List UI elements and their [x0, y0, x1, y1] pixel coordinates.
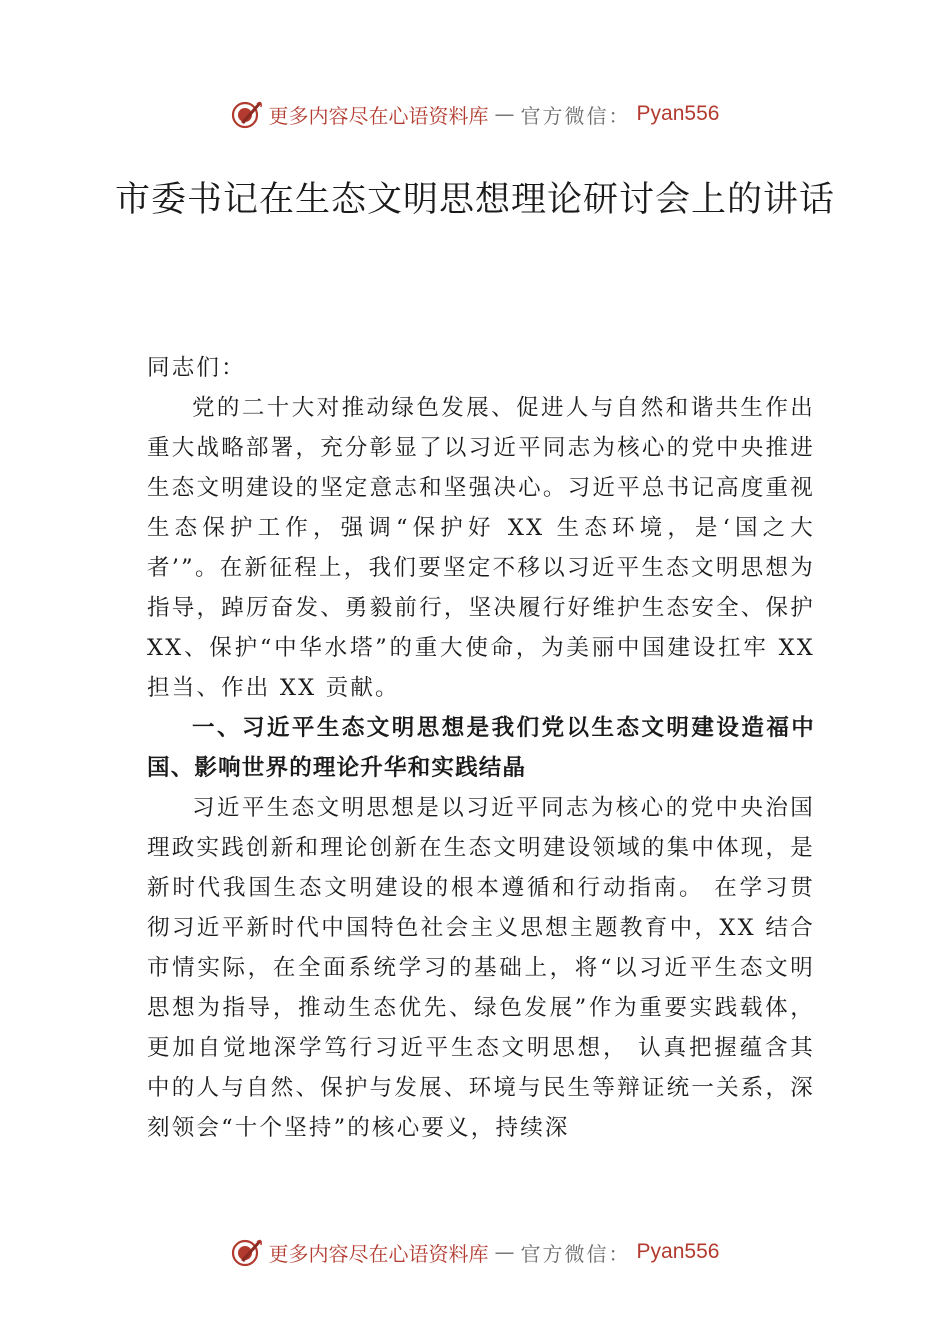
quill-logo-icon — [231, 98, 263, 130]
quill-logo-icon — [231, 1236, 263, 1268]
document-title: 市委书记在生态文明思想理论研讨会上的讲话 — [114, 180, 835, 220]
banner-separator: — — [494, 102, 515, 126]
section-heading: 一、习近平生态文明思想是我们党以生态文明建设造福中国、影响世界的理论升华和实践结晶 — [147, 715, 815, 781]
banner-official-label: 官方微信： — [520, 1241, 631, 1266]
banner-account-id: Pyan556 — [636, 102, 720, 125]
document-body — [147, 348, 815, 1148]
salutation: 同志们： — [147, 355, 246, 381]
banner-official-label: 官方微信： — [520, 103, 631, 128]
banner-account-id: Pyan556 — [636, 1240, 720, 1263]
section-paragraph: 习近平生态文明思想是以习近平同志为核心的党中央治国理政实践创新和理论创新在生态文明建设领域的集中体现，是新时代我国生态文明建设的根本遵循和行动指南。 在学习贯彻习近平新时代中国特色社会主义思想主题教育中，XX 结合市情实际，在全面系统学习的基础上，将“以习近平生态文明思想为指导，推动生态优先、绿色发展”作为重要实践载体，更加自觉地深学笃行习近平生态文明思想， 认真把握蕴含其中的人与自然、保护与发展、环境与民生等辩证统一关系，深刻领会“十个坚持”的核心要义，持续深 — [147, 795, 815, 1141]
footer-watermark-banner — [0, 1230, 950, 1274]
header-watermark-banner — [0, 92, 950, 136]
intro-paragraph: 党的二十大对推动绿色发展、促进人与自然和谐共生作出重大战略部署，充分彰显了以习近平同志为核心的党中央推进生态文明建设的坚定意志和坚强决心。习近平总书记高度重视生态保护工作，强调“保护好 XX 生态环境，是‘国之大者’”。在新征程上，我们要坚定不移以习近平生态文明思想为指导，踔厉奋发、勇毅前行，坚决履行好维护生态安全、保护 XX、保护“中华水塔”的重大使命，为美丽中国建设扛牢 XX 担当、作出 XX 贡献。 — [147, 395, 815, 701]
banner-separator: — — [494, 1240, 515, 1264]
banner-brand-text: 更多内容尽在心语资料库 — [268, 103, 489, 128]
banner-brand-text: 更多内容尽在心语资料库 — [268, 1241, 489, 1266]
